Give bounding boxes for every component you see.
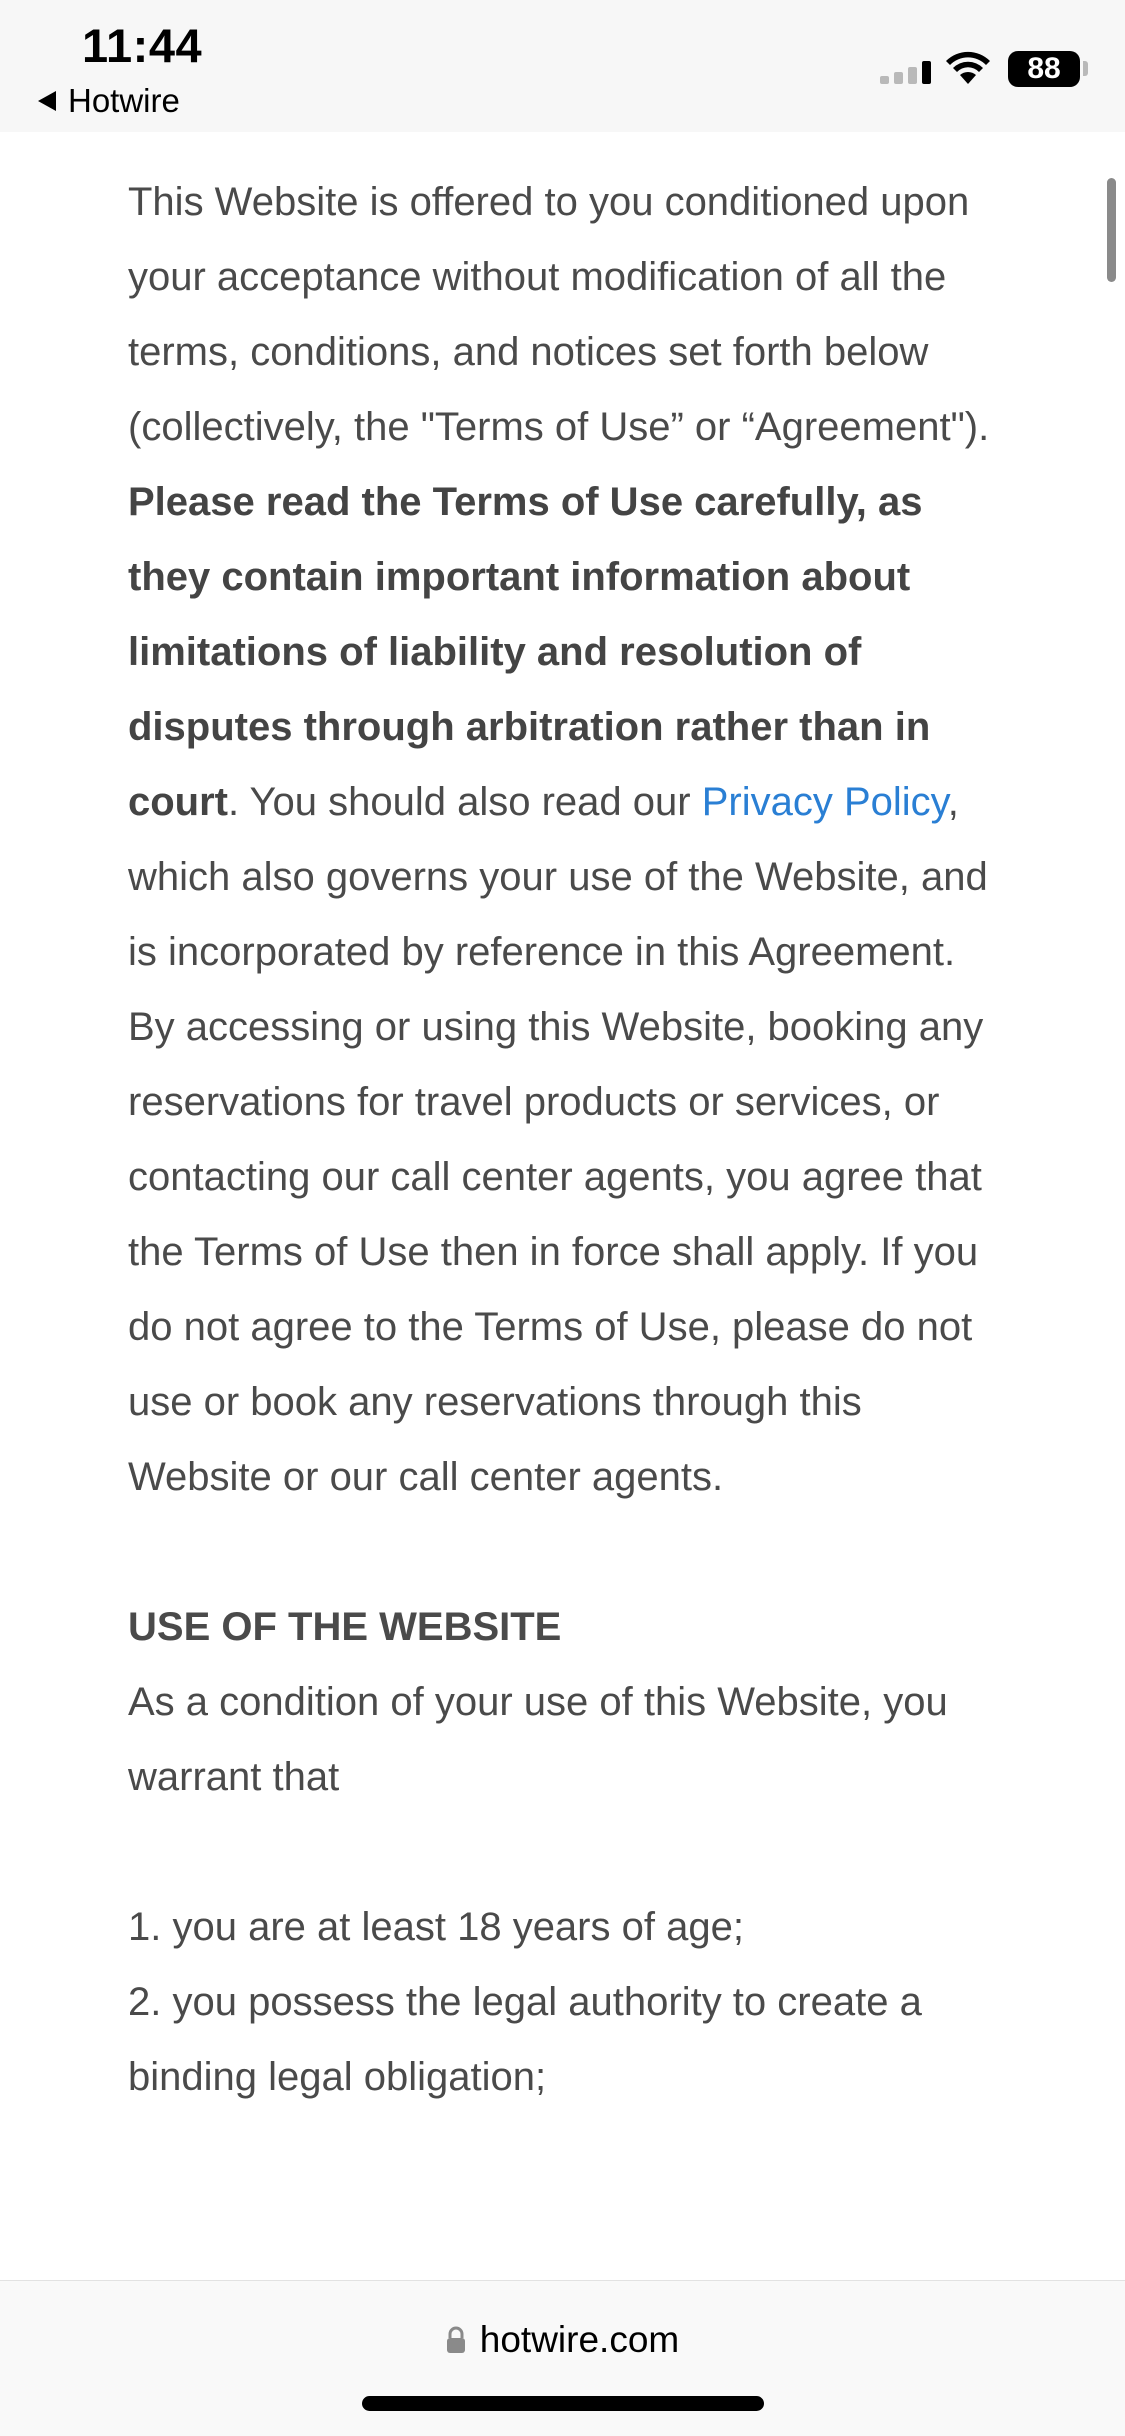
home-indicator[interactable] xyxy=(362,2396,764,2411)
section-intro: As a condition of your use of this Website, you warrant that xyxy=(128,1680,948,1799)
back-triangle-icon xyxy=(38,91,56,111)
battery-level: 88 xyxy=(1008,51,1080,87)
terms-content xyxy=(128,165,1000,2115)
battery-tip xyxy=(1083,61,1088,76)
privacy-policy-link[interactable]: Privacy Policy xyxy=(701,780,948,824)
intro-text-3: , which also governs your use of the Website, and is incorporated by reference in this Agreement. By accessing or using this Website, booking any reservations for travel products or services, or contacting our call center agents, you agree that the Terms of Use then in force shall apply. If you do not agree to the Terms of Use, please do not use or book any reservations through this Website or our call center agents. xyxy=(128,780,988,1499)
wifi-icon xyxy=(945,50,991,86)
back-to-app-button[interactable] xyxy=(38,82,180,120)
cellular-signal-icon xyxy=(880,60,931,84)
intro-bold-notice: Please read the Terms of Use carefully, as they contain important information about limitations of liability and resolution of disputes through arbitration rather than in court xyxy=(128,480,931,824)
address-bar[interactable] xyxy=(0,2319,1125,2361)
intro-text-1: This Website is offered to you conditioned upon your acceptance without modification of all the terms, conditions, and notices set forth below (collectively, the "Terms of Use” or “Agreement"). xyxy=(128,180,990,449)
warranty-list xyxy=(128,1890,1000,2115)
scroll-indicator[interactable] xyxy=(1107,178,1116,282)
back-app-label: Hotwire xyxy=(68,82,180,119)
status-bar xyxy=(0,0,1125,132)
section-heading: USE OF THE WEBSITE xyxy=(128,1605,562,1649)
list-item: 1. you are at least 18 years of age; xyxy=(128,1905,744,1949)
lock-icon xyxy=(446,2326,466,2354)
status-time: 11:44 xyxy=(82,19,203,72)
browser-bottom-bar xyxy=(0,2280,1125,2436)
url-text: hotwire.com xyxy=(479,2319,680,2360)
list-item: 2. you possess the legal authority to create a binding legal obligation; xyxy=(128,1980,922,2099)
terms-intro-paragraph xyxy=(128,165,1000,1515)
intro-text-2: . You should also read our xyxy=(228,780,702,824)
